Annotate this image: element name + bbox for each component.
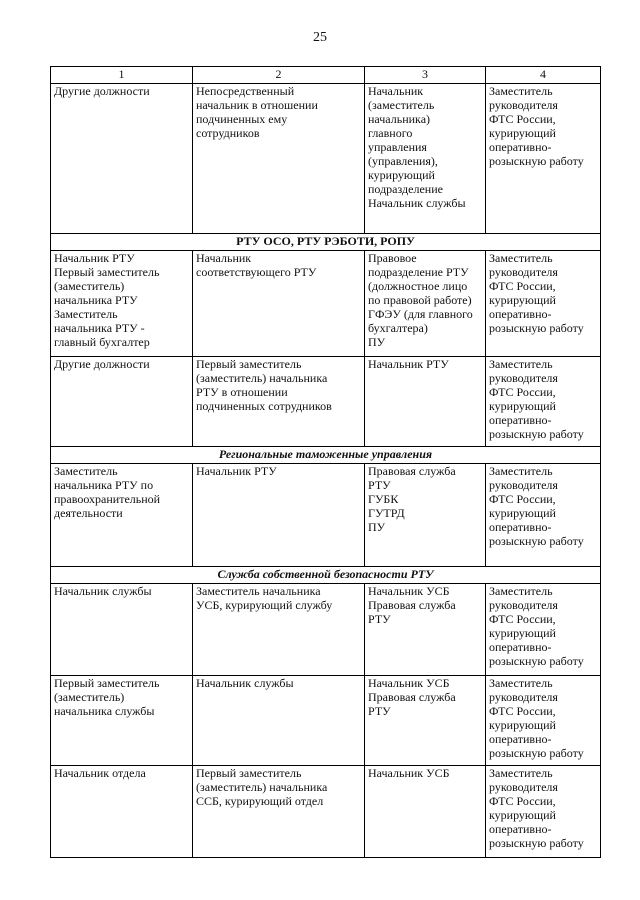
table-row xyxy=(51,251,601,357)
cell-text-line: ФТС России, xyxy=(489,385,556,399)
cell-text-line: Заместитель xyxy=(489,251,553,265)
cell-text-line: ГФЭУ (для главного xyxy=(368,307,473,321)
table-cell-col-2 xyxy=(193,464,365,567)
cell-text-line: ССБ, курирующий отдел xyxy=(196,794,324,808)
section-header-row xyxy=(51,447,601,464)
column-header-3: 3 xyxy=(365,67,486,84)
cell-text-line: ФТС России, xyxy=(489,492,556,506)
cell-text-line: Заместитель xyxy=(489,357,553,371)
cell-text-line: оперативно- xyxy=(489,822,552,836)
table-cell-col-4 xyxy=(486,676,601,766)
table-cell-col-2 xyxy=(193,251,365,357)
table-header-row xyxy=(51,67,601,84)
cell-text-line: (заместитель) xyxy=(54,279,125,293)
cell-text-line: начальника РТУ - xyxy=(54,321,145,335)
cell-text-line: РТУ xyxy=(368,612,391,626)
cell-text-line: Правовое xyxy=(368,251,417,265)
table-cell-col-2 xyxy=(193,676,365,766)
table-cell-col-1 xyxy=(51,676,193,766)
cell-text-line: Начальник службы xyxy=(368,196,466,210)
cell-text-line: управления xyxy=(368,140,427,154)
cell-text-line: розыскную работу xyxy=(489,427,584,441)
cell-text-line: ГУТРД xyxy=(368,506,405,520)
cell-text-line: (заместитель) xyxy=(54,690,125,704)
cell-text-line: ФТС России, xyxy=(489,704,556,718)
cell-text-line: (заместитель xyxy=(368,98,435,112)
cell-text-line: оперативно- xyxy=(489,640,552,654)
column-header-4: 4 xyxy=(486,67,601,84)
table-cell-col-1 xyxy=(51,251,193,357)
table-row xyxy=(51,84,601,234)
cell-text-line: по правовой работе) xyxy=(368,293,472,307)
cell-text-line: начальника РТУ по xyxy=(54,478,154,492)
cell-text-line: Начальник УСБ xyxy=(368,766,450,780)
table-cell-col-4 xyxy=(486,357,601,447)
cell-text-line: руководителя xyxy=(489,265,558,279)
cell-text-line: Первый заместитель xyxy=(196,766,302,780)
cell-text-line: РТУ xyxy=(368,478,391,492)
cell-text-line: Начальник службы xyxy=(196,676,294,690)
table-row xyxy=(51,357,601,447)
section-header-row xyxy=(51,567,601,584)
cell-text-line: Заместитель xyxy=(489,766,553,780)
cell-text-line: УСБ, курирующий службу xyxy=(196,598,333,612)
cell-text-line: Начальник отдела xyxy=(54,766,146,780)
table-row xyxy=(51,584,601,676)
cell-text-line: оперативно- xyxy=(489,413,552,427)
table-cell-col-4 xyxy=(486,766,601,858)
cell-text-line: Начальник xyxy=(196,251,252,265)
cell-text-line: ФТС России, xyxy=(489,112,556,126)
table-cell-col-3 xyxy=(365,584,486,676)
cell-text-line: Правовая служба xyxy=(368,690,456,704)
table-row xyxy=(51,766,601,858)
cell-text-line: оперативно- xyxy=(489,732,552,746)
cell-text-line: Начальник РТУ xyxy=(54,251,135,265)
cell-text-line: Начальник xyxy=(368,84,424,98)
cell-text-line: РТУ xyxy=(368,704,391,718)
cell-text-line: деятельности xyxy=(54,506,123,520)
table-cell-col-2 xyxy=(193,357,365,447)
cell-text-line: розыскную работу xyxy=(489,746,584,760)
cell-text-line: ПУ xyxy=(368,335,386,349)
cell-text-line: начальника) xyxy=(368,112,431,126)
cell-text-line: руководителя xyxy=(489,690,558,704)
cell-text-line: курирующий xyxy=(489,506,556,520)
cell-text-line: ФТС России, xyxy=(489,794,556,808)
cell-text-line: Непосредственный xyxy=(196,84,295,98)
cell-text-line: оперативно- xyxy=(489,307,552,321)
cell-text-line: Первый заместитель xyxy=(196,357,302,371)
section-title: РТУ ОСО, РТУ РЭБОТИ, РОПУ xyxy=(51,234,601,251)
cell-text-line: главный бухгалтер xyxy=(54,335,150,349)
cell-text-line: Заместитель начальника xyxy=(196,584,321,598)
cell-text-line: курирующий xyxy=(368,168,435,182)
cell-text-line: Первый заместитель xyxy=(54,265,160,279)
cell-text-line: розыскную работу xyxy=(489,321,584,335)
document-table xyxy=(50,66,601,858)
table-cell-col-3 xyxy=(365,676,486,766)
cell-text-line: начальника РТУ xyxy=(54,293,138,307)
cell-text-line: Заместитель xyxy=(54,307,118,321)
cell-text-line: руководителя xyxy=(489,371,558,385)
cell-text-line: Другие должности xyxy=(54,357,150,371)
cell-text-line: ФТС России, xyxy=(489,279,556,293)
cell-text-line: подразделение xyxy=(368,182,443,196)
cell-text-line: Заместитель xyxy=(489,584,553,598)
cell-text-line: (должностное лицо xyxy=(368,279,468,293)
cell-text-line: Другие должности xyxy=(54,84,150,98)
cell-text-line: розыскную работу xyxy=(489,534,584,548)
cell-text-line: курирующий xyxy=(489,126,556,140)
cell-text-line: (заместитель) начальника xyxy=(196,780,328,794)
cell-text-line: Начальник РТУ xyxy=(196,464,277,478)
cell-text-line: ФТС России, xyxy=(489,612,556,626)
page-number: 25 xyxy=(313,30,327,45)
table-cell-col-4 xyxy=(486,464,601,567)
cell-text-line: Правовая служба xyxy=(368,598,456,612)
cell-text-line: Правовая служба xyxy=(368,464,456,478)
column-header-1: 1 xyxy=(51,67,193,84)
cell-text-line: РТУ в отношении xyxy=(196,385,288,399)
cell-text-line: курирующий xyxy=(489,718,556,732)
cell-text-line: руководителя xyxy=(489,598,558,612)
section-title: Региональные таможенные управления xyxy=(51,447,601,464)
table-cell-col-2 xyxy=(193,84,365,234)
cell-text-line: бухгалтера) xyxy=(368,321,428,335)
cell-text-line: оперативно- xyxy=(489,140,552,154)
table-cell-col-2 xyxy=(193,584,365,676)
table-cell-col-1 xyxy=(51,464,193,567)
section-header-row xyxy=(51,234,601,251)
table-cell-col-1 xyxy=(51,84,193,234)
cell-text-line: курирующий xyxy=(489,399,556,413)
cell-text-line: курирующий xyxy=(489,808,556,822)
table-cell-col-4 xyxy=(486,84,601,234)
cell-text-line: руководителя xyxy=(489,98,558,112)
cell-text-line: Начальник РТУ xyxy=(368,357,449,371)
cell-text-line: начальник в отношении xyxy=(196,98,318,112)
cell-text-line: главного xyxy=(368,126,413,140)
cell-text-line: подчиненных сотрудников xyxy=(196,399,332,413)
cell-text-line: курирующий xyxy=(489,626,556,640)
section-title: Служба собственной безопасности РТУ xyxy=(51,567,601,584)
cell-text-line: ПУ xyxy=(368,520,386,534)
table-cell-col-1 xyxy=(51,357,193,447)
table-row xyxy=(51,676,601,766)
table-cell-col-3 xyxy=(365,251,486,357)
column-header-2: 2 xyxy=(193,67,365,84)
cell-text-line: подчиненных ему xyxy=(196,112,288,126)
cell-text-line: розыскную работу xyxy=(489,654,584,668)
cell-text-line: курирующий xyxy=(489,293,556,307)
cell-text-line: ГУБК xyxy=(368,492,399,506)
cell-text-line: сотрудников xyxy=(196,126,260,140)
cell-text-line: Начальник УСБ xyxy=(368,584,450,598)
table-body xyxy=(51,67,601,858)
cell-text-line: Заместитель xyxy=(489,464,553,478)
cell-text-line: начальника службы xyxy=(54,704,155,718)
cell-text-line: Заместитель xyxy=(489,676,553,690)
cell-text-line: оперативно- xyxy=(489,520,552,534)
cell-text-line: руководителя xyxy=(489,478,558,492)
cell-text-line: соответствующего РТУ xyxy=(196,265,317,279)
cell-text-line: розыскную работу xyxy=(489,836,584,850)
cell-text-line: (управления), xyxy=(368,154,438,168)
cell-text-line: Начальник службы xyxy=(54,584,152,598)
cell-text-line: розыскную работу xyxy=(489,154,584,168)
cell-text-line: подразделение РТУ xyxy=(368,265,469,279)
table-cell-col-1 xyxy=(51,766,193,858)
cell-text-line: Заместитель xyxy=(54,464,118,478)
table-cell-col-1 xyxy=(51,584,193,676)
table-cell-col-4 xyxy=(486,584,601,676)
cell-text-line: Начальник УСБ xyxy=(368,676,450,690)
table-cell-col-4 xyxy=(486,251,601,357)
table-cell-col-2 xyxy=(193,766,365,858)
cell-text-line: (заместитель) начальника xyxy=(196,371,328,385)
table-cell-col-3 xyxy=(365,357,486,447)
cell-text-line: правоохранительной xyxy=(54,492,161,506)
cell-text-line: Заместитель xyxy=(489,84,553,98)
table-cell-col-3 xyxy=(365,464,486,567)
cell-text-line: Первый заместитель xyxy=(54,676,160,690)
cell-text-line: руководителя xyxy=(489,780,558,794)
table-cell-col-3 xyxy=(365,766,486,858)
table-cell-col-3 xyxy=(365,84,486,234)
table-row xyxy=(51,464,601,567)
